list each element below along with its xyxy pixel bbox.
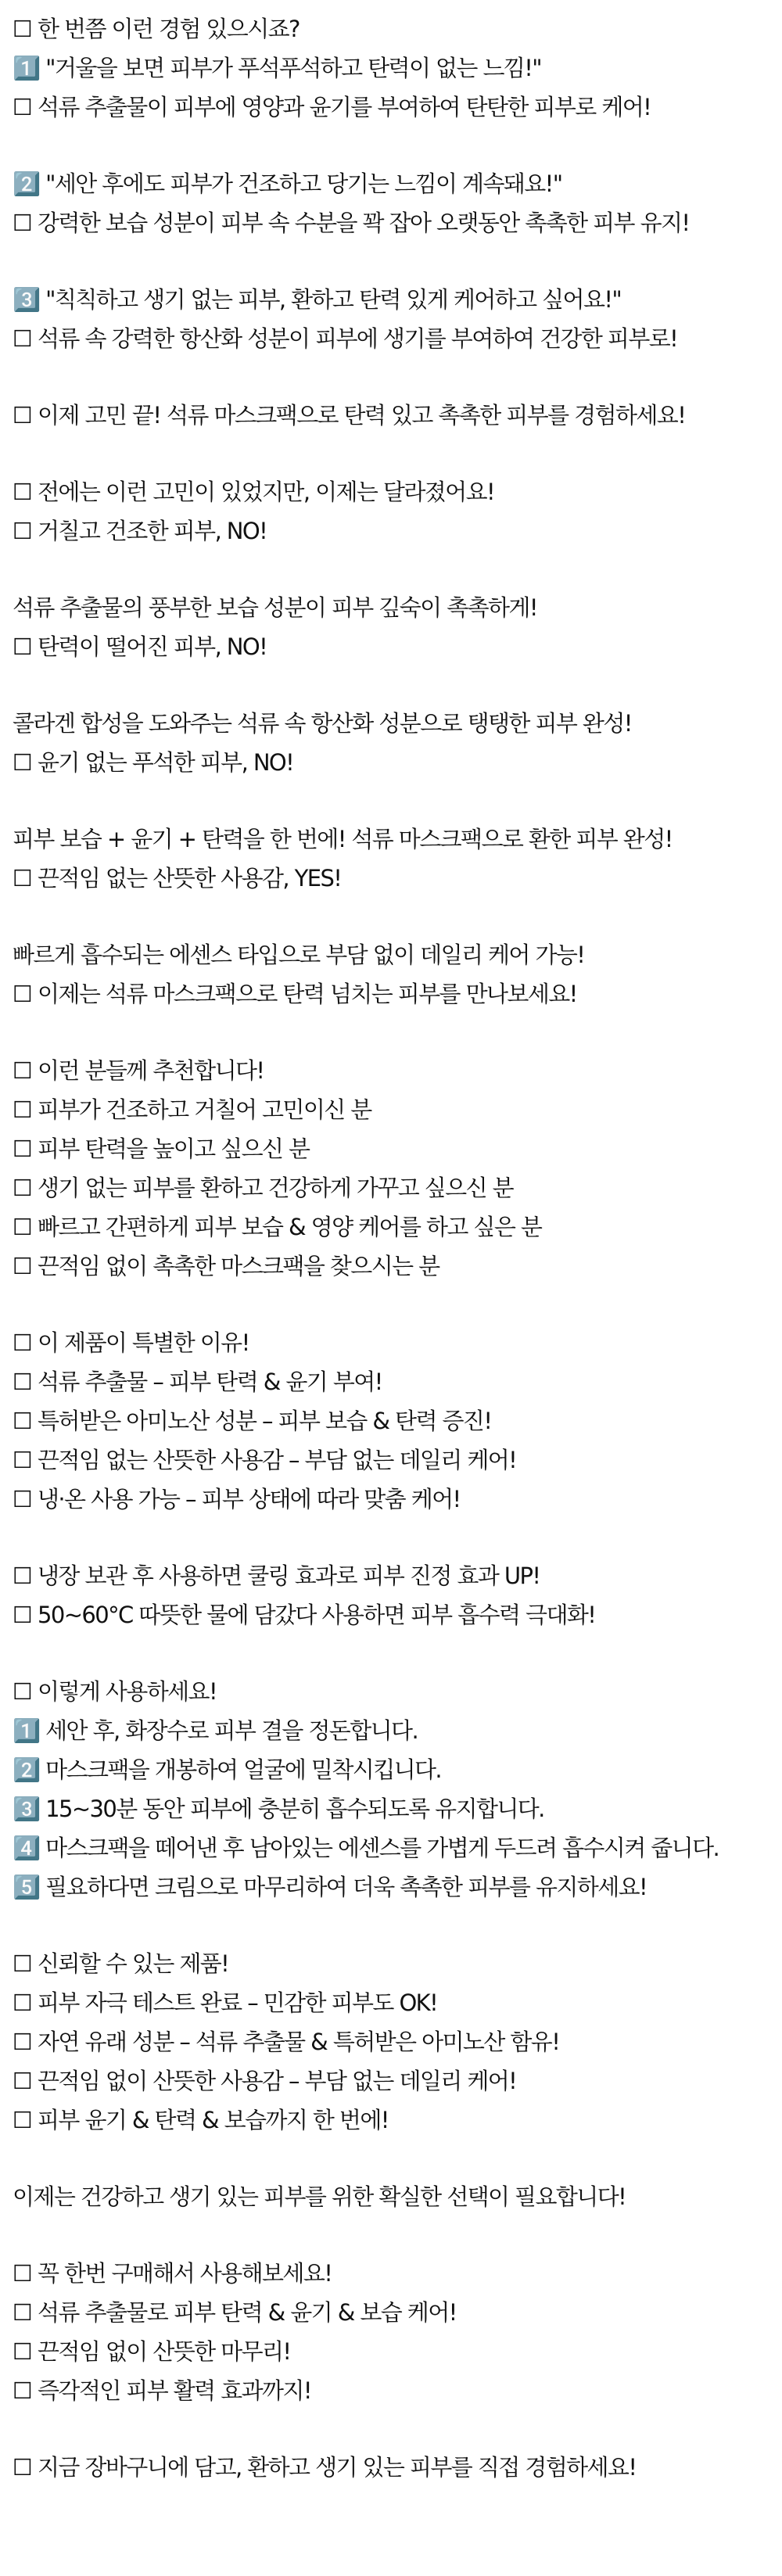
text-line: ☐ 윤기 없는 푸석한 피부, NO!	[13, 749, 294, 776]
text-line: ☐ 이런 분들께 추천합니다!	[13, 1057, 264, 1084]
text-line: ☐ 끈적임 없이 산뜻한 마무리!	[13, 2338, 291, 2365]
text-line: 2️⃣ "세안 후에도 피부가 건조하고 당기는 느낌이 계속돼요!"	[13, 170, 562, 197]
text-line: ☐ 피부 윤기 & 탄력 & 보습까지 한 번에!	[13, 2107, 389, 2133]
text-paragraph	[13, 588, 782, 666]
text-line: ☐ 즉각적인 피부 활력 효과까지!	[13, 2377, 311, 2404]
text-paragraph	[13, 1556, 782, 1634]
text-line: 2️⃣ 마스크팩을 개봉하여 얼굴에 밀착시킵니다.	[13, 1756, 442, 1783]
text-line: ☐ 강력한 보습 성분이 피부 속 수분을 꽉 잡아 오랫동안 촉촉한 피부 유지!	[13, 210, 690, 236]
text-line: ☐ 냉·온 사용 가능 – 피부 상태에 따라 맞춤 케어!	[13, 1486, 461, 1512]
text-line: ☐ 냉장 보관 후 사용하면 쿨링 효과로 피부 진정 효과 UP!	[13, 1562, 540, 1589]
text-paragraph	[13, 2448, 782, 2487]
text-line: ☐ 이렇게 사용하세요!	[13, 1678, 217, 1705]
text-line: ☐ 탄력이 떨어진 피부, NO!	[13, 633, 267, 660]
text-paragraph	[13, 935, 782, 1014]
text-line: ☐ 생기 없는 피부를 환하고 건강하게 가꾸고 싶으신 분	[13, 1175, 514, 1201]
text-paragraph	[13, 1672, 782, 1907]
text-line: ☐ 석류 추출물이 피부에 영양과 윤기를 부여하여 탄탄한 피부로 케어!	[13, 94, 651, 120]
text-line: ☐ 끈적임 없이 산뜻한 사용감 – 부담 없는 데일리 케어!	[13, 2068, 517, 2094]
text-line: ☐ 석류 추출물 – 피부 탄력 & 윤기 부여!	[13, 1369, 382, 1395]
text-line: ☐ 석류 추출물로 피부 탄력 & 윤기 & 보습 케어!	[13, 2299, 457, 2326]
text-paragraph	[13, 2177, 782, 2216]
text-line: ☐ 피부 자극 테스트 완료 – 민감한 피부도 OK!	[13, 1989, 438, 2016]
text-line: 피부 보습 + 윤기 + 탄력을 한 번에! 석류 마스크팩으로 환한 피부 완성!	[13, 826, 673, 852]
text-line: ☐ 이 제품이 특별한 이유!	[13, 1329, 249, 1356]
text-line: 빠르게 흡수되는 에센스 타입으로 부담 없이 데일리 케어 가능!	[13, 942, 585, 968]
text-line: ☐ 피부 탄력을 높이고 싶으신 분	[13, 1136, 310, 1162]
text-line: 이제는 건강하고 생기 있는 피부를 위한 확실한 선택이 필요합니다!	[13, 2183, 626, 2210]
text-line: 4️⃣ 마스크팩을 떼어낸 후 남아있는 에센스를 가볍게 두드려 흡수시켜 줍니다.	[13, 1835, 719, 1861]
text-line: ☐ 이제 고민 끝! 석류 마스크팩으로 탄력 있고 촉촉한 피부를 경험하세요!	[13, 402, 686, 429]
text-line: ☐ 석류 속 강력한 항산화 성분이 피부에 생기를 부여하여 건강한 피부로!	[13, 325, 678, 352]
text-paragraph	[13, 1944, 782, 2140]
text-line: ☐ 신뢰할 수 있는 제품!	[13, 1950, 229, 1977]
text-paragraph	[13, 9, 782, 127]
text-line: 1️⃣ 세안 후, 화장수로 피부 결을 정돈합니다.	[13, 1717, 418, 1744]
text-line: ☐ 이제는 석류 마스크팩으로 탄력 넘치는 피부를 만나보세요!	[13, 981, 577, 1007]
text-line: 석류 추출물의 풍부한 보습 성분이 피부 깊숙이 촉촉하게!	[13, 594, 537, 621]
text-line: 콜라겐 합성을 도와주는 석류 속 항산화 성분으로 탱탱한 피부 완성!	[13, 710, 632, 737]
text-line: 3️⃣ "칙칙하고 생기 없는 피부, 환하고 탄력 있게 케어하고 싶어요!"	[13, 286, 622, 313]
text-line: 5️⃣ 필요하다면 크림으로 마무리하여 더욱 촉촉한 피부를 유지하세요!	[13, 1874, 647, 1900]
text-paragraph	[13, 2254, 782, 2410]
text-paragraph	[13, 280, 782, 358]
text-line: ☐ 지금 장바구니에 담고, 환하고 생기 있는 피부를 직접 경험하세요!	[13, 2454, 637, 2481]
text-paragraph	[13, 820, 782, 898]
text-line: ☐ 50~60°C 따뜻한 물에 담갔다 사용하면 피부 흡수력 극대화!	[13, 1602, 596, 1628]
text-paragraph	[13, 1323, 782, 1519]
text-paragraph	[13, 704, 782, 782]
text-line: ☐ 자연 유래 성분 – 석류 추출물 & 특허받은 아미노산 함유!	[13, 2029, 560, 2055]
text-line: ☐ 특허받은 아미노산 성분 – 피부 보습 & 탄력 증진!	[13, 1408, 492, 1434]
text-paragraph	[13, 472, 782, 551]
text-line: ☐ 끈적임 없는 산뜻한 사용감, YES!	[13, 865, 342, 892]
text-line: ☐ 꼭 한번 구매해서 사용해보세요!	[13, 2260, 332, 2287]
text-line: ☐ 끈적임 없이 촉촉한 마스크팩을 찾으시는 분	[13, 1253, 439, 1279]
text-line: ☐ 빠르고 간편하게 피부 보습 & 영양 케어를 하고 싶은 분	[13, 1214, 542, 1240]
text-paragraph	[13, 1051, 782, 1286]
text-paragraph	[13, 164, 782, 242]
text-paragraph	[13, 396, 782, 435]
text-line: ☐ 끈적임 없는 산뜻한 사용감 – 부담 없는 데일리 케어!	[13, 1447, 517, 1473]
text-line: ☐ 피부가 건조하고 거칠어 고민이신 분	[13, 1096, 371, 1123]
text-line: ☐ 전에는 이런 고민이 있었지만, 이제는 달라졌어요!	[13, 479, 495, 505]
text-line: ☐ 한 번쯤 이런 경험 있으시죠?	[13, 16, 300, 42]
text-line: 1️⃣ "거울을 보면 피부가 푸석푸석하고 탄력이 없는 느낌!"	[13, 55, 542, 81]
text-line: ☐ 거칠고 건조한 피부, NO!	[13, 518, 267, 544]
text-line: 3️⃣ 15~30분 동안 피부에 충분히 흡수되도록 유지합니다.	[13, 1796, 544, 1822]
